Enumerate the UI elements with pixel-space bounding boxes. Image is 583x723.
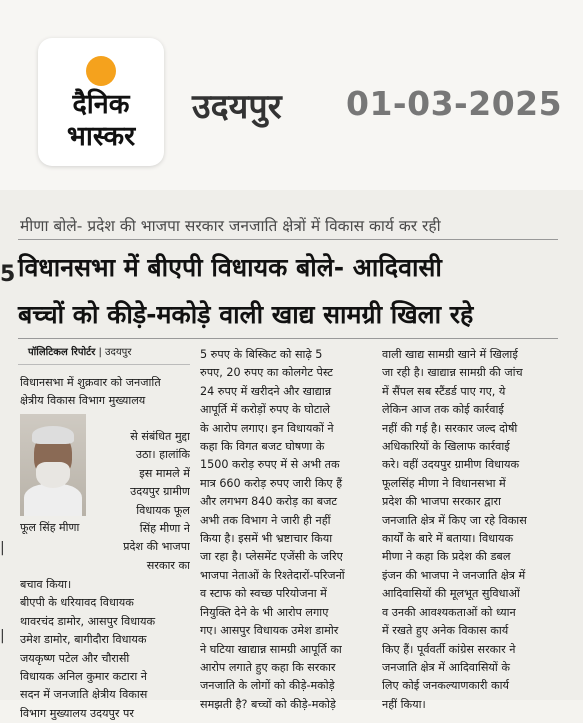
- divider: [18, 364, 190, 365]
- text-line: उदयपुर ग्रामीण: [130, 485, 190, 499]
- text-line: जा रही है। खाद्यान्न सामग्री की जांच: [382, 366, 523, 380]
- text-line: कार्यों के बारे में बताया। विधायक: [382, 532, 514, 546]
- text-line: रुपए, 20 रुपए का कोलगेट पेस्ट: [200, 366, 333, 380]
- headline-line-1: विधानसभा में बीएपी विधायक बोले- आदिवासी: [18, 253, 442, 282]
- text-line: बचाव किया।: [20, 578, 72, 591]
- logo-text-line2: भास्कर: [66, 121, 136, 152]
- text-line: में रखते हुए अनेक विकास कार्य: [382, 624, 509, 638]
- text-line: सरकार का: [146, 558, 190, 572]
- column-1-top: [20, 374, 190, 411]
- text-line: फूलसिंह मीणा ने विधानसभा में: [382, 476, 506, 490]
- text-line: जनजाति के लोगों को कीड़े-मकोड़े: [200, 679, 335, 693]
- text-line: जा रहा है। प्लेसमेंट एजेंसी के जरिए: [200, 550, 343, 564]
- edition-city: उदयपुर: [192, 87, 282, 127]
- text-line: भाजपा नेताओं के रिश्तेदारों-परिजनों: [200, 568, 345, 582]
- text-line: समझती है? बच्चों को कीड़े-मकोड़े: [200, 697, 336, 711]
- text-line: और लगभग 840 करोड़ का बजट: [200, 495, 338, 509]
- text-line: विभाग मुख्यालय उदयपुर पर: [20, 706, 134, 720]
- text-line: 5 रुपए के बिस्किट को साढ़े 5: [200, 348, 323, 361]
- text-line: इस मामले में: [139, 466, 190, 480]
- column-1-bottom: [20, 576, 190, 723]
- text-line: जयकृष्ण पटेल और चौरासी: [20, 651, 130, 665]
- text-line: जनजाति क्षेत्र में आदिवासियों के: [382, 660, 510, 674]
- text-line: विधायक अनिल कुमार कटारा ने: [20, 670, 148, 684]
- text-line: अभी तक विभाग ने जारी ही नहीं: [200, 513, 331, 527]
- text-line: नहीं की गई है। सरकार जल्द दोषी: [382, 421, 518, 435]
- article-kicker: मीणा बोले- प्रदेश की भाजपा सरकार जनजाति क्षेत्रों में विकास कार्य कर रही: [20, 217, 441, 235]
- text-line: सिंह मीणा ने: [139, 522, 190, 536]
- text-line: मात्र 660 करोड़ रुपए जारी किए हैं: [200, 476, 343, 490]
- byline-place: उदयपुर: [105, 347, 132, 358]
- text-line: विधायक फूल: [136, 503, 190, 517]
- divider: [18, 338, 558, 339]
- column-2: [200, 346, 372, 714]
- text-line: गए। आसपुर विधायक उमेश डामोर: [200, 624, 339, 638]
- edge-fragment: 5: [0, 262, 16, 287]
- text-line: क्षेत्रीय विकास विभाग मुख्यालय: [20, 394, 146, 408]
- text-line: जनजाति क्षेत्र में किए जा रहे विकास: [382, 513, 527, 527]
- text-line: ने घटिया खाद्यान्न सामग्री आपूर्ति का: [200, 642, 342, 656]
- text-line: नियुक्ति देने के भी आरोप लगाए: [200, 605, 329, 619]
- dainik-bhaskar-logo: [38, 38, 164, 166]
- divider: [18, 239, 558, 240]
- text-line: से संबंधित मुद्दा: [130, 430, 190, 443]
- text-line: व उनकी आवश्यकताओं को ध्यान: [382, 605, 516, 619]
- text-line: लिए कोई जनकल्याणकारी कार्य: [382, 679, 509, 693]
- text-line: 1500 करोड़ रुपए में से अभी तक: [200, 458, 340, 472]
- text-line: किया है। इसमें भी भ्रष्टाचार किया: [200, 532, 333, 546]
- byline-name: पॉलिटिकल रिपोर्टर: [28, 347, 96, 358]
- text-line: के आरोप लगाए। इन विधायकों ने: [200, 421, 334, 435]
- text-line: लेकिन आज तक कोई कार्रवाई: [382, 403, 504, 417]
- text-line: अधिकारियों के खिलाफ कार्रवाई: [382, 440, 510, 454]
- text-line: आपूर्ति में करोड़ों रुपए के घोटाले: [200, 403, 330, 417]
- text-line: वाली खाद्य सामग्री खाने में खिलाई: [382, 348, 518, 361]
- text-line: इंजन की भाजपा ने जनजाति क्षेत्र में: [382, 568, 526, 582]
- text-line: नहीं किया।: [382, 697, 426, 711]
- text-line: बीएपी के धरियावद विधायक: [20, 596, 134, 610]
- text-line: उठा। हालांकि: [135, 448, 190, 462]
- text-line: उमेश डामोर, बागीदौरा विधायक: [20, 633, 147, 647]
- text-line: प्रदेश की भाजपा: [123, 540, 190, 554]
- photo-caption: फूल सिंह मीणा: [20, 521, 80, 534]
- text-line: 24 रुपए में खरीदने और खाद्यान्न: [200, 384, 332, 398]
- text-line: करे। वहीं उदयपुर ग्रामीण विधायक: [382, 458, 520, 472]
- sun-icon: [86, 56, 116, 86]
- mla-photo: [20, 414, 86, 516]
- headline-line-2: बच्चों को कीड़े-मकोड़े वाली खाद्य सामग्री खिला रहे: [18, 300, 474, 329]
- text-line: मीणा ने कहा कि प्रदेश की डबल: [382, 550, 511, 564]
- text-line: व स्टाफ को स्वच्छ परियोजना में: [200, 587, 327, 601]
- text-line: कहा कि विगत बजट घोषणा के: [200, 440, 325, 454]
- logo-text-line1: दैनिक: [72, 89, 130, 120]
- text-line: विधानसभा में शुक्रवार को जनजाति: [20, 376, 161, 389]
- text-line: आदिवासियों की मूलभूत सुविधाओं: [382, 587, 520, 601]
- text-line: आरोप लगाते हुए कहा कि सरकार: [200, 660, 336, 674]
- text-line: प्रदेश की भाजपा सरकार द्वारा: [382, 495, 501, 509]
- text-line: किए हैं। पूर्ववर्ती कांग्रेस सरकार ने: [382, 642, 516, 656]
- byline: पॉलिटिकल रिपोर्टर | उदयपुर: [28, 347, 132, 358]
- edition-date: 01-03-2025: [346, 84, 563, 123]
- text-line: सदन में जनजाति क्षेत्रीय विकास: [20, 688, 148, 702]
- text-line: थावरचंद डामोर, आसपुर विधायक: [20, 614, 156, 628]
- column-1-beside-photo: [90, 428, 190, 575]
- column-3: [382, 346, 554, 714]
- text-line: में सैंपल सब स्टैंडर्ड पाए गए, ये: [382, 384, 506, 398]
